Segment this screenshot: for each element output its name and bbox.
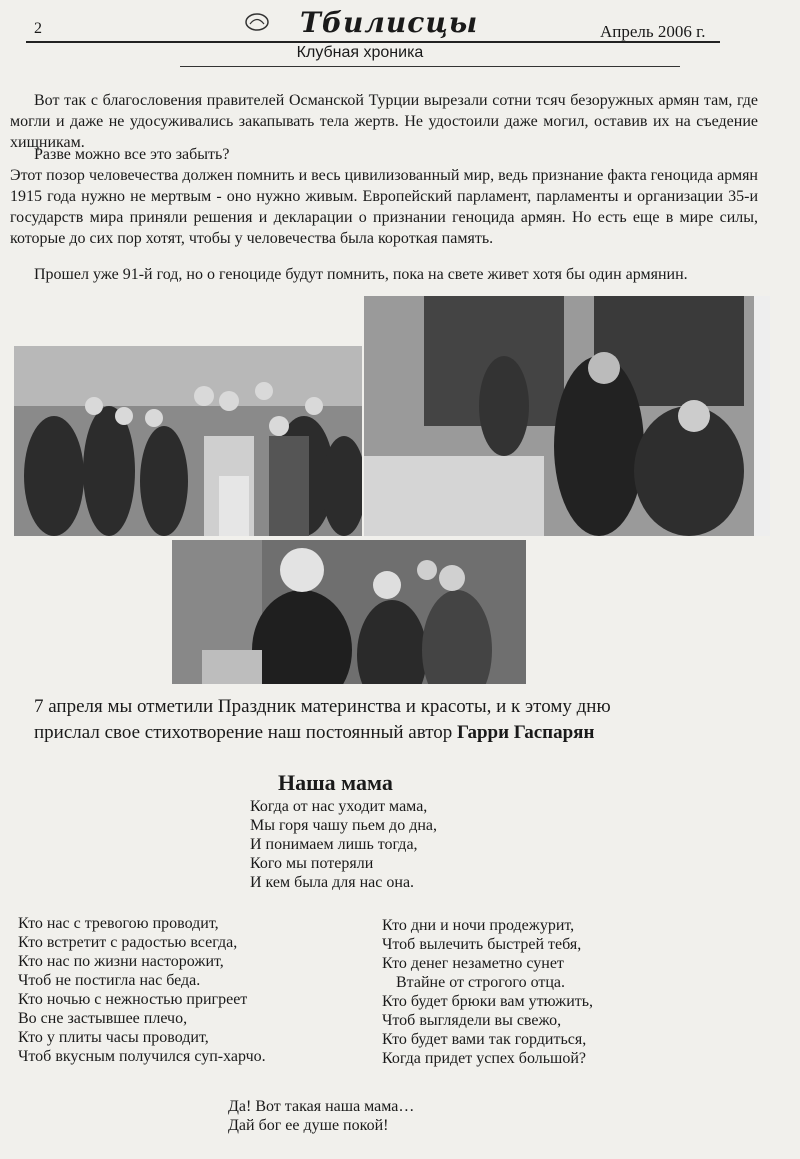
poem-stanza-2 (18, 914, 266, 1066)
poem-stanza-3 (382, 916, 593, 1068)
poem-line: И кем была для нас она. (250, 874, 415, 891)
poem-line: Во сне застывшее плечо, (18, 1010, 188, 1027)
poem-stanza-1 (250, 797, 437, 892)
poem-line: Когда придет успех большой? (382, 1050, 586, 1067)
section-rule (180, 66, 680, 67)
poem-line: Мы горя чашу пьем до дна, (250, 817, 437, 834)
poem-line: Кого мы потеряли (250, 855, 374, 872)
poem-line: Чтоб вкусным получился суп-харчо. (18, 1048, 266, 1065)
poem-line: Кто ночью с нежностью пригреет (18, 991, 248, 1008)
article-paragraph-1: Вот так с благословения правителей Османской Турции вырезали сотни тсяч безоружных армян там, где могли и даже не удосуживались закапывать тела жертв. Не удостоили даже могил, оставив их на съедение хищникам. (10, 92, 758, 151)
intro-line-1: 7 апреля мы отметили Праздник материнства и красоты, и к этому дню (34, 696, 611, 717)
poem-line: Кто денег незаметно сунет (382, 955, 564, 972)
poem-line: Кто встретит с радостью всегда, (18, 934, 238, 951)
poem-line: И понимаем лишь тогда, (250, 836, 418, 853)
author-name: Гарри Гаспарян (457, 722, 595, 743)
poem-line: Втайне от строгого отца. (396, 974, 566, 991)
intro-line-2 (34, 720, 754, 746)
poem-intro (34, 694, 754, 746)
article-paragraph-4: Прошел уже 91-й год, но о геноциде будут помнить, пока на свете живет хотя бы один армянин. (34, 266, 688, 283)
poem-line: Кто будет вами так гордиться, (382, 1031, 587, 1048)
poem-line: Кто будет брюки вам утюжить, (382, 993, 594, 1010)
article-paragraph-3: Этот позор человечества должен помнить и весь цивилизованный мир, ведь признание факта геноцида армян 1915 года нужно не мертвым - оно нужно живым. Европейский парламент, парламенты и организации 35-и государств мира приняли решения и декларации о признании геноцида армян. Но есть еще в мире силы, которые до сих пор хотят, чтобы у человечества была короткая память. (10, 167, 758, 247)
poem-line: Когда от нас уходит мама, (250, 798, 428, 815)
club-emblem-icon (244, 12, 270, 32)
group-photo (14, 346, 362, 536)
poem-stanza-4 (228, 1097, 414, 1135)
poem-line: Дай бог ее душе покой! (228, 1117, 389, 1134)
poem-line: Чтоб вылечить быстрей тебя, (382, 936, 582, 953)
memorial-wreath-photo (364, 296, 770, 536)
poem-line: Чтоб выглядели вы свежо, (382, 1012, 562, 1029)
article-paragraph-2: Разве можно все это забыть? (34, 146, 230, 163)
page-number: 2 (34, 20, 42, 37)
poem-title: Наша мама (278, 770, 393, 795)
intro-line-2-text: прислал свое стихотворение наш постоянный автор (34, 722, 458, 743)
section-title: Клубная хроника (296, 44, 424, 61)
women-crowd-photo (172, 540, 526, 684)
poem-line: Кто у плиты часы проводит, (18, 1029, 209, 1046)
poem-line: Кто нас по жизни насторожит, (18, 953, 224, 970)
poem-line: Кто нас с тревогою проводит, (18, 915, 219, 932)
masthead (300, 4, 479, 40)
masthead-title: Тбилисцы (300, 6, 479, 39)
header-rule (26, 41, 720, 43)
issue-date: Апрель 2006 г. (600, 22, 706, 41)
poem-line: Да! Вот такая наша мама… (228, 1098, 415, 1115)
poem-line: Чтоб не постигла нас беда. (18, 972, 201, 989)
poem-line: Кто дни и ночи продежурит, (382, 917, 575, 934)
